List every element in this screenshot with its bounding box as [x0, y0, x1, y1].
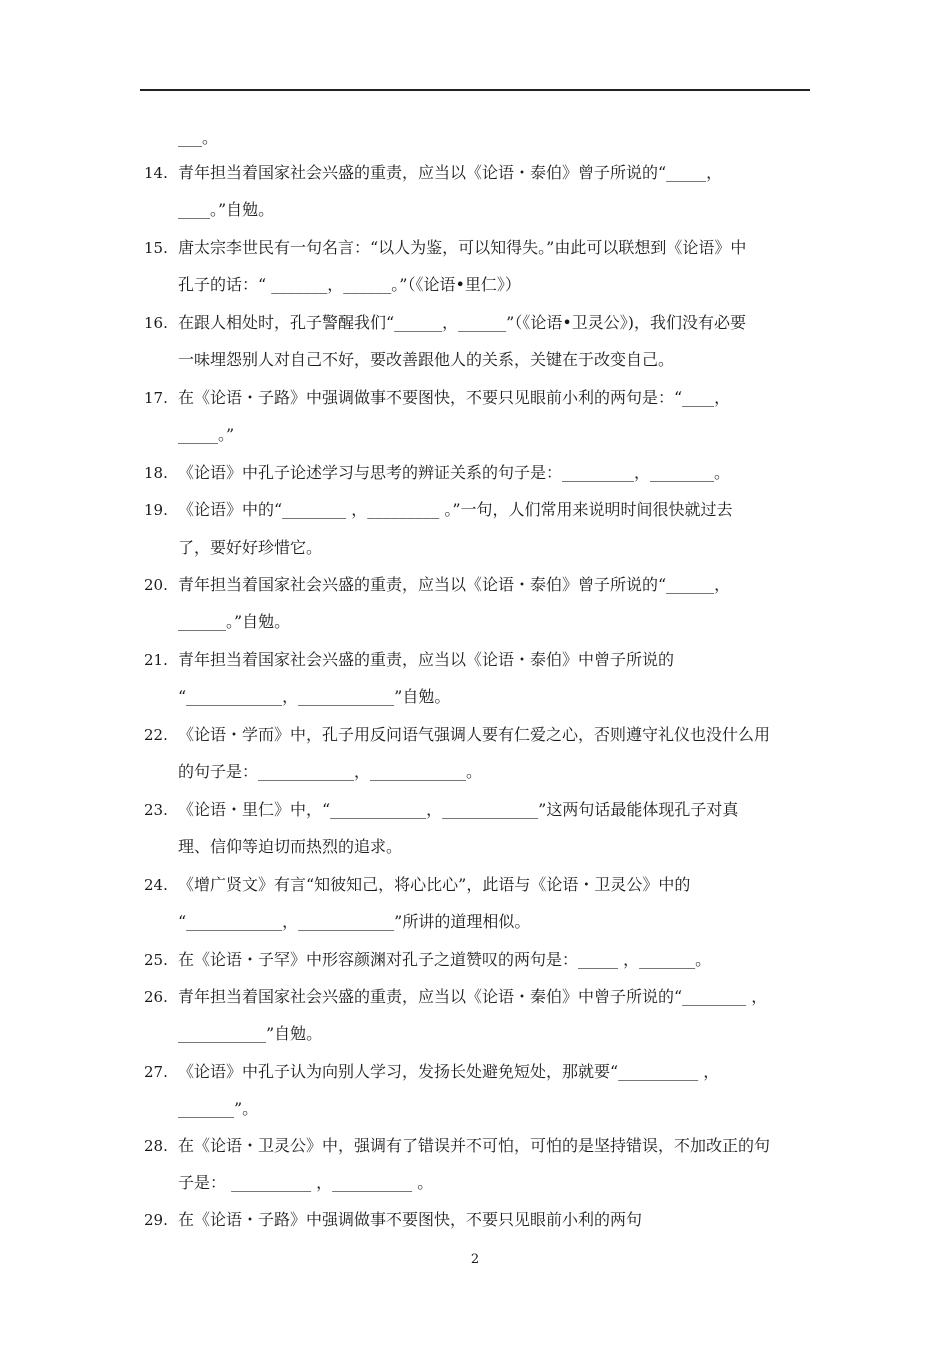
- question-number: 27.: [144, 1063, 168, 1081]
- question-number: 19.: [144, 501, 168, 519]
- question-text: _______”。: [178, 1099, 259, 1118]
- question-text: 青年担当着国家社会兴盛的重责，应当以《论语・泰伯》曾子所说的“_____，: [178, 163, 723, 182]
- question-number: 28.: [144, 1137, 168, 1155]
- page-number: 2: [470, 1252, 480, 1267]
- question-text: 了，要好好珍惜它。: [178, 538, 323, 557]
- question-number: 17.: [144, 389, 168, 407]
- question-text: 《论语・学而》中，孔子用反问语气强调人要有仁爱之心，否则遵守礼仪也没什么用: [178, 725, 771, 744]
- question-number: 24.: [144, 876, 168, 894]
- question-text: 在跟人相处时，孔子警醒我们“______，______”（《论语•卫灵公》)，我们没有必要: [178, 313, 747, 332]
- question-text: 青年担当着国家社会兴盛的重责，应当以《论语・泰伯》曾子所说的“______，: [178, 575, 731, 594]
- question-text: 唐太宗李世民有一句名言：“以人为鉴，可以知得失。”由此可以联想到《论语》中: [178, 238, 747, 257]
- question-number: 25.: [144, 951, 168, 969]
- question-text: “____________，____________”自勉。: [178, 687, 451, 706]
- question-number: 14.: [144, 164, 168, 182]
- question-number: 29.: [144, 1211, 168, 1229]
- question-text: “____________，____________”所讲的道理相似。: [178, 912, 531, 931]
- question-text: 《增广贤文》有言“知彼知己，将心比心”，此语与《论语・卫灵公》中的: [178, 875, 691, 894]
- question-text: 青年担当着国家社会兴盛的重责，应当以《论语・秦伯》中曾子所说的“________ ，: [178, 987, 768, 1006]
- question-text: 理、信仰等迫切而热烈的追求。: [178, 837, 403, 856]
- question-text: 在《论语・子罕》中形容颜渊对孔子之道赞叹的两句是：_____ ，_______。: [178, 950, 712, 969]
- question-text: 《论语》中孔子认为向别人学习，发扬长处避免短处，那就要“__________ ，: [178, 1062, 720, 1081]
- question-number: 26.: [144, 988, 168, 1006]
- question-text: 《论语》中孔子论述学习与思考的辨证关系的句子是：_________，________。: [178, 463, 731, 482]
- question-text: 子是： __________ ，__________ 。: [178, 1173, 434, 1192]
- question-number: 23.: [144, 801, 168, 819]
- question-text: ____。”自勉。: [178, 200, 275, 219]
- question-text: 青年担当着国家社会兴盛的重责，应当以《论语・泰伯》中曾子所说的: [178, 650, 675, 669]
- question-text: 孔子的话：“ _______，______。”（《论语•里仁》）: [178, 275, 521, 294]
- question-text: 在《论语・卫灵公》中，强调有了错误并不可怕，可怕的是坚持错误，不加改正的句: [178, 1136, 771, 1155]
- question-number: 20.: [144, 576, 168, 594]
- header-rule: [140, 89, 810, 91]
- question-number: 22.: [144, 726, 168, 744]
- question-text: 《论语・里仁》中，“____________，____________”这两句话最能体现孔子对真: [178, 800, 739, 819]
- question-number: 18.: [144, 464, 168, 482]
- question-text: 一味埋怨别人对自己不好，要改善跟他人的关系，关键在于改变自己。: [178, 350, 675, 369]
- question-text: 在《论语・子路》中强调做事不要图快，不要只见眼前小利的两句: [178, 1210, 643, 1229]
- question-text: 《论语》中的“________ ，_________ 。”一句，人们常用来说明时间很快就过去: [178, 500, 733, 519]
- question-text: _____。”: [178, 425, 235, 444]
- question-text: ___________”自勉。: [178, 1024, 323, 1043]
- question-number: 21.: [144, 651, 168, 669]
- question-number: 16.: [144, 314, 168, 332]
- question-number: 15.: [144, 239, 168, 257]
- question-text: ______。”自勉。: [178, 612, 291, 631]
- question-text: 在《论语・子路》中强调做事不要图快，不要只见眼前小利的两句是：“____，: [178, 388, 731, 407]
- question-text: 的句子是：____________，____________。: [178, 762, 483, 781]
- question-text: ___。: [178, 128, 219, 147]
